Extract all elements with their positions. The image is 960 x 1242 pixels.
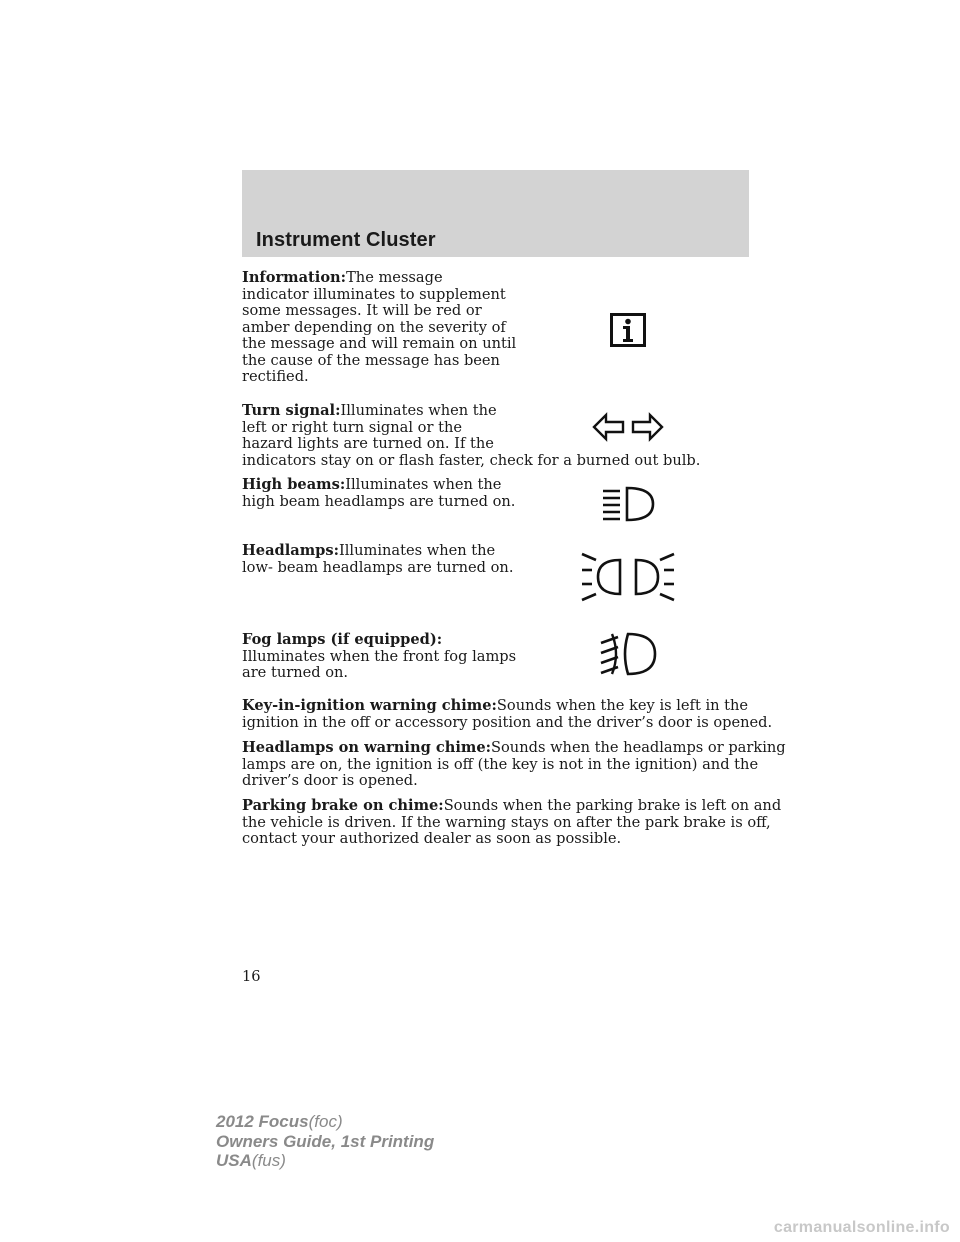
fog-lamps-description: Fog lamps (if equipped): Illuminates when the front fog lamps are turned on. xyxy=(242,631,517,681)
high-beams-description: High beams:Illuminates when the high beam headlamps are turned on. xyxy=(242,476,516,510)
page-number: 16 xyxy=(242,968,261,985)
high-beam-icon xyxy=(600,485,656,523)
headlamps-description: Headlamps:Illuminates when the low- beam headlamps are turned on. xyxy=(242,542,514,576)
key-in-ignition-description: Key-in-ignition warning chime:Sounds when the key is left in the ignition in the off or accessory position and the driver’s door is opened. xyxy=(242,697,773,731)
document-footer: 2012 Focus(foc) Owners Guide, 1st Printing USA(fus) xyxy=(216,1112,435,1170)
parking-brake-description: Parking brake on chime:Sounds when the parking brake is left on and the vehicle is driven. If the warning stays on after the park brake is off, contact your authorized dealer as soon as possible. xyxy=(242,797,782,847)
fog-lamp-icon xyxy=(598,630,658,678)
information-icon xyxy=(610,313,646,347)
turn-signal-icon xyxy=(592,411,664,443)
section-title: Instrument Cluster xyxy=(256,229,436,251)
information-description: Information:The message indicator illuminates to supplement some messages. It will be red or amber depending on the severity of the message and will remain on until the cause of the message has been rectified. xyxy=(242,269,517,385)
turn-signal-description: Turn signal:Illuminates when the left or right turn signal or the hazard lights are turned on. If the indicators stay on or flash faster, check for a burned out bulb. xyxy=(242,402,701,469)
headlamps-warning-description: Headlamps on warning chime:Sounds when the headlamps or parking lamps are on, the ignition is off (the key is not in the ignition) and the driver’s door is opened. xyxy=(242,739,786,789)
headlamps-icon xyxy=(578,548,678,606)
watermark: carmanualsonline.info xyxy=(773,1219,950,1236)
